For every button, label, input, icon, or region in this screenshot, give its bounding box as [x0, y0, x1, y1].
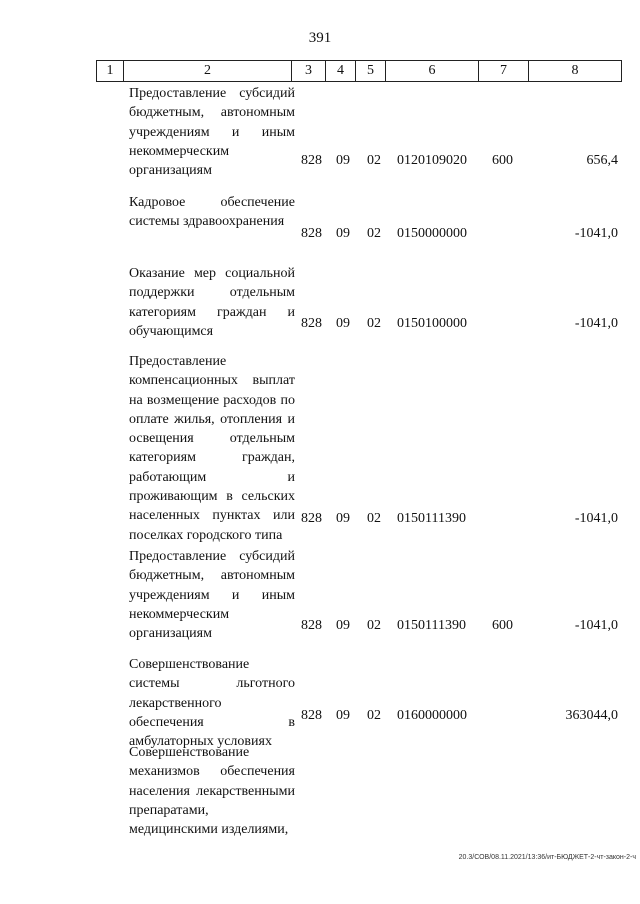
row-col-6: 0150000000: [397, 226, 467, 241]
row-col-5: 02: [367, 618, 381, 633]
row-col-6: 0120109020: [397, 153, 467, 168]
row-description: Совершенствование системы льготного лекарственного обеспечения в амбулаторных условиях: [129, 657, 295, 750]
row-col-7: 600: [492, 618, 513, 633]
row-description: Совершенствование механизмов обеспечения населения лекарственными препаратами, медицинскими изделиями,: [129, 745, 295, 838]
row-col-3: 828: [301, 226, 322, 241]
header-col-2: 2: [124, 61, 292, 81]
row-col-3: 828: [301, 708, 322, 723]
row-description: Оказание мер социальной поддержки отдельным категориям граждан и обучающимся: [129, 266, 295, 339]
row-col-4: 09: [336, 511, 350, 526]
row-description: Кадровое обеспечение системы здравоохранения: [129, 195, 295, 230]
header-col-7: 7: [479, 61, 529, 81]
row-col-8: -1041,0: [574, 316, 618, 331]
row-col-3: 828: [301, 153, 322, 168]
row-col-5: 02: [367, 226, 381, 241]
row-col-6: 0160000000: [397, 708, 467, 723]
row-col-8: 363044,0: [565, 708, 618, 723]
row-col-8: -1041,0: [574, 618, 618, 633]
row-col-5: 02: [367, 708, 381, 723]
document-footer-code: 20.3/СОВ/08.11.2021/13:36/ит-БЮДЖЕТ-2-чт-закон-2-ч: [458, 854, 636, 861]
row-col-6: 0150100000: [397, 316, 467, 331]
row-col-4: 09: [336, 618, 350, 633]
row-col-3: 828: [301, 511, 322, 526]
row-col-8: 656,4: [586, 153, 618, 168]
header-col-6: 6: [386, 61, 479, 81]
row-col-8: -1041,0: [574, 511, 618, 526]
row-col-6: 0150111390: [397, 618, 466, 633]
row-description: Предоставление субсидий бюджетным, автономным учреждениям и иным некоммерческим организациям: [129, 86, 295, 179]
row-col-8: -1041,0: [574, 226, 618, 241]
row-col-6: 0150111390: [397, 511, 466, 526]
header-col-1: 1: [97, 61, 124, 81]
row-col-5: 02: [367, 316, 381, 331]
page-number: 391: [308, 30, 332, 46]
header-col-8: 8: [571, 63, 579, 78]
row-col-4: 09: [336, 316, 350, 331]
row-description: Предоставление субсидий бюджетным, автономным учреждениям и иным некоммерческим организациям: [129, 549, 295, 642]
header-col-3: 3: [292, 61, 326, 81]
row-description: Предоставление компенсационных выплат на возмещение расходов по оплате жилья, отопления и освещения отдельным категориям граждан, работающим и проживающим в сельских населенных пунктах или поселках городского типа: [129, 354, 295, 543]
row-col-5: 02: [367, 511, 381, 526]
row-col-4: 09: [336, 226, 350, 241]
header-col-5: 5: [356, 61, 386, 81]
row-col-5: 02: [367, 153, 381, 168]
row-col-4: 09: [336, 153, 350, 168]
row-col-3: 828: [301, 316, 322, 331]
header-col-4: 4: [326, 61, 356, 81]
row-col-3: 828: [301, 618, 322, 633]
row-col-4: 09: [336, 708, 350, 723]
row-col-7: 600: [492, 153, 513, 168]
